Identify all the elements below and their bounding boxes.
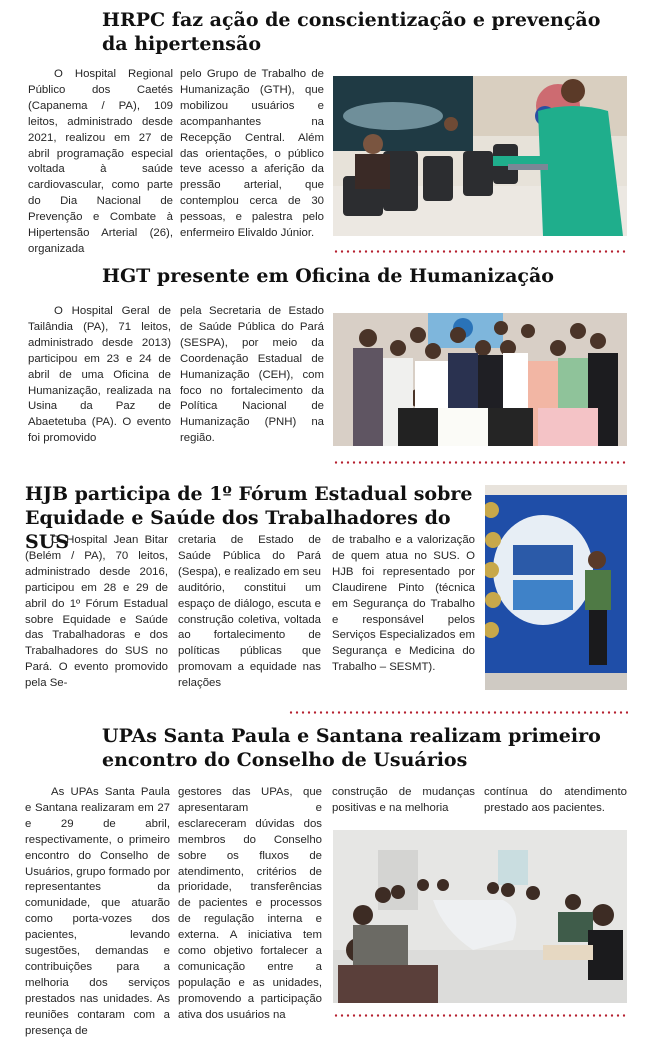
article-1-divider — [333, 250, 628, 253]
article-2-col-1: O Hospital Geral de Tailândia (PA), 71 leitos, administrado desde 2013) participou em 23 e 24 de abril de uma Oficina de Humanização, realizada na Usina da Paz de Abaetetuba (PA). O evento foi promovido — [28, 305, 171, 445]
article-4-headline: UPAs Santa Paula e Santana realizam primeiro encontro do Conselho de Usuários — [102, 725, 601, 771]
article-1-col-1: O Hospital Regional Público dos Caetés (Capanema / PA), 109 leitos, administrado desde 2021, realizou em 27 de abril programação especial voltada à saúde cardiovascular, como parte do Dia Nacional de Prevenção e Combate à Hipertensão Arterial (26), organizada — [28, 68, 173, 255]
article-1-photo — [333, 76, 627, 236]
article-3-col-3: de trabalho e a valorização de quem atua no SUS. O HJB foi representado por Claudirene Pinto (técnica em Segurança do Trabalho e responsável pelos Serviços Especializados em Segurança e Medicina do Trabalho – SESMT). — [332, 534, 475, 674]
article-2-headline: HGT presente em Oficina de Humanização — [102, 265, 554, 287]
article-4-col-3: construção de mudanças positivas e na melhoria — [332, 786, 475, 814]
article-1-col-2: pelo Grupo de Trabalho de Humanização (GTH), que mobilizou usuários e acompanhantes na Recepção Central. Além das orientações, o público teve acesso a aferição da pressão arterial, que contemplou cerca de 30 pessoas, e palestra pelo enfermeiro Elivaldo Júnior. — [180, 68, 324, 240]
article-3-headline: HJB participa de 1º Fórum Estadual sobre Equidade e Saúde dos Trabalhadores do SUS — [25, 483, 473, 553]
article-3-col-2: cretaria de Estado de Saúde Pública do Pará (Sespa), e realizado em seu auditório, constitui um espaço de diálogo, escuta e construção coletiva, voltada ao fortalecimento de políticas públicas que promovam a equidade nas relações — [178, 534, 321, 690]
article-3-col-1: O Hospital Jean Bitar (Belém / PA), 70 leitos, administrado desde 2016, participou em 28 e 29 de abril do 1º Fórum Estadual sobre Equidade e Saúde das Trabalhadoras e dos Trabalhadores do SUS no Pará. O evento promovido pela Se- — [25, 534, 168, 690]
article-4-col-1: As UPAs Santa Paula e Santana realizaram em 27 e 29 de abril, respectivamente, o primeiro encontro do Conselho de Usuários, grupo formado por representantes da comunidade, que atuarão como porta-vozes dos pacientes, levando sugestões, demandas e contribuições para a melhoria dos serviços prestados nas unidades. As reuniões contaram com a presença de — [25, 786, 170, 1037]
article-4-photo — [333, 830, 627, 1003]
article-3-divider — [288, 711, 628, 714]
article-4-divider — [333, 1014, 628, 1017]
article-4-col-4: contínua do atendimento prestado aos pacientes. — [484, 786, 627, 814]
article-1-headline: HRPC faz ação de conscientização e prevenção da hipertensão — [102, 9, 601, 55]
article-2-divider — [333, 461, 628, 464]
article-3-photo — [485, 485, 627, 690]
article-4-col-2: gestores das UPAs, que apresentaram e esclareceram dúvidas dos membros do Conselho sobre os fluxos de atendimento, critérios de prioridade, transferências de pacientes e processos de regulação interna e externa. A iniciativa tem como objetivo fortalecer a comunicação entre a população e as unidades, promovendo a participação ativa dos usuários na — [178, 786, 322, 1021]
article-2-col-2: pela Secretaria de Estado de Saúde Pública do Pará (SESPA), por meio da Coordenação Estadual de Humanização (CEH), com foco no fortalecimento da Política Nacional de Humanização (PNH) na região. — [180, 305, 324, 445]
article-2-photo — [333, 313, 627, 446]
